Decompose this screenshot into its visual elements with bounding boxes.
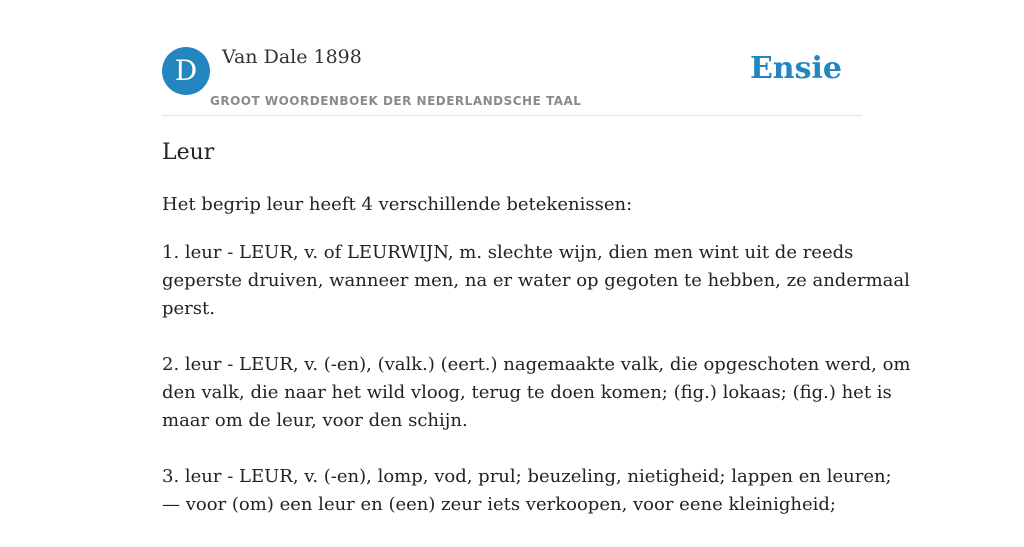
entry-word-title: Leur <box>162 140 215 165</box>
meaning-item <box>162 239 910 323</box>
meaning-line: geperste druiven, wanneer men, na er water op gegoten te hebben, ze andermaal <box>162 270 910 291</box>
entry-intro: Het begrip leur heeft 4 verschillende betekenissen: <box>162 194 633 215</box>
meaning-item <box>162 463 892 519</box>
meanings-list <box>162 239 911 547</box>
dictionary-subtitle: GROOT WOORDENBOEK DER NEDERLANDSCHE TAAL <box>210 94 582 108</box>
ensie-logo-link[interactable]: Ensie <box>749 51 842 86</box>
meaning-line: 3. leur - LEUR, v. (-en), lomp, vod, prul; beuzeling, nietigheid; lappen en leuren; <box>162 466 892 487</box>
meaning-line: — voor (om) een leur en (een) zeur iets verkoopen, voor eene kleinigheid; <box>162 494 836 515</box>
page <box>162 0 911 515</box>
dictionary-title[interactable]: Van Dale 1898 <box>222 46 362 68</box>
meaning-line: 1. leur - LEUR, v. of LEURWIJN, m. slechte wijn, dien men wint uit de reeds <box>162 242 854 263</box>
meaning-line: 2. leur - LEUR, v. (-en), (valk.) (eert.) nagemaakte valk, die opgeschoten werd, om <box>162 354 911 375</box>
header <box>162 0 862 116</box>
meaning-line: den valk, die naar het wild vloog, terug te doen komen; (fig.) lokaas; (fig.) het is <box>162 382 892 403</box>
meaning-line: maar om de leur, voor den schijn. <box>162 410 468 431</box>
meaning-line: perst. <box>162 298 215 319</box>
dictionary-logo[interactable]: D <box>162 47 210 95</box>
meaning-item <box>162 351 911 435</box>
